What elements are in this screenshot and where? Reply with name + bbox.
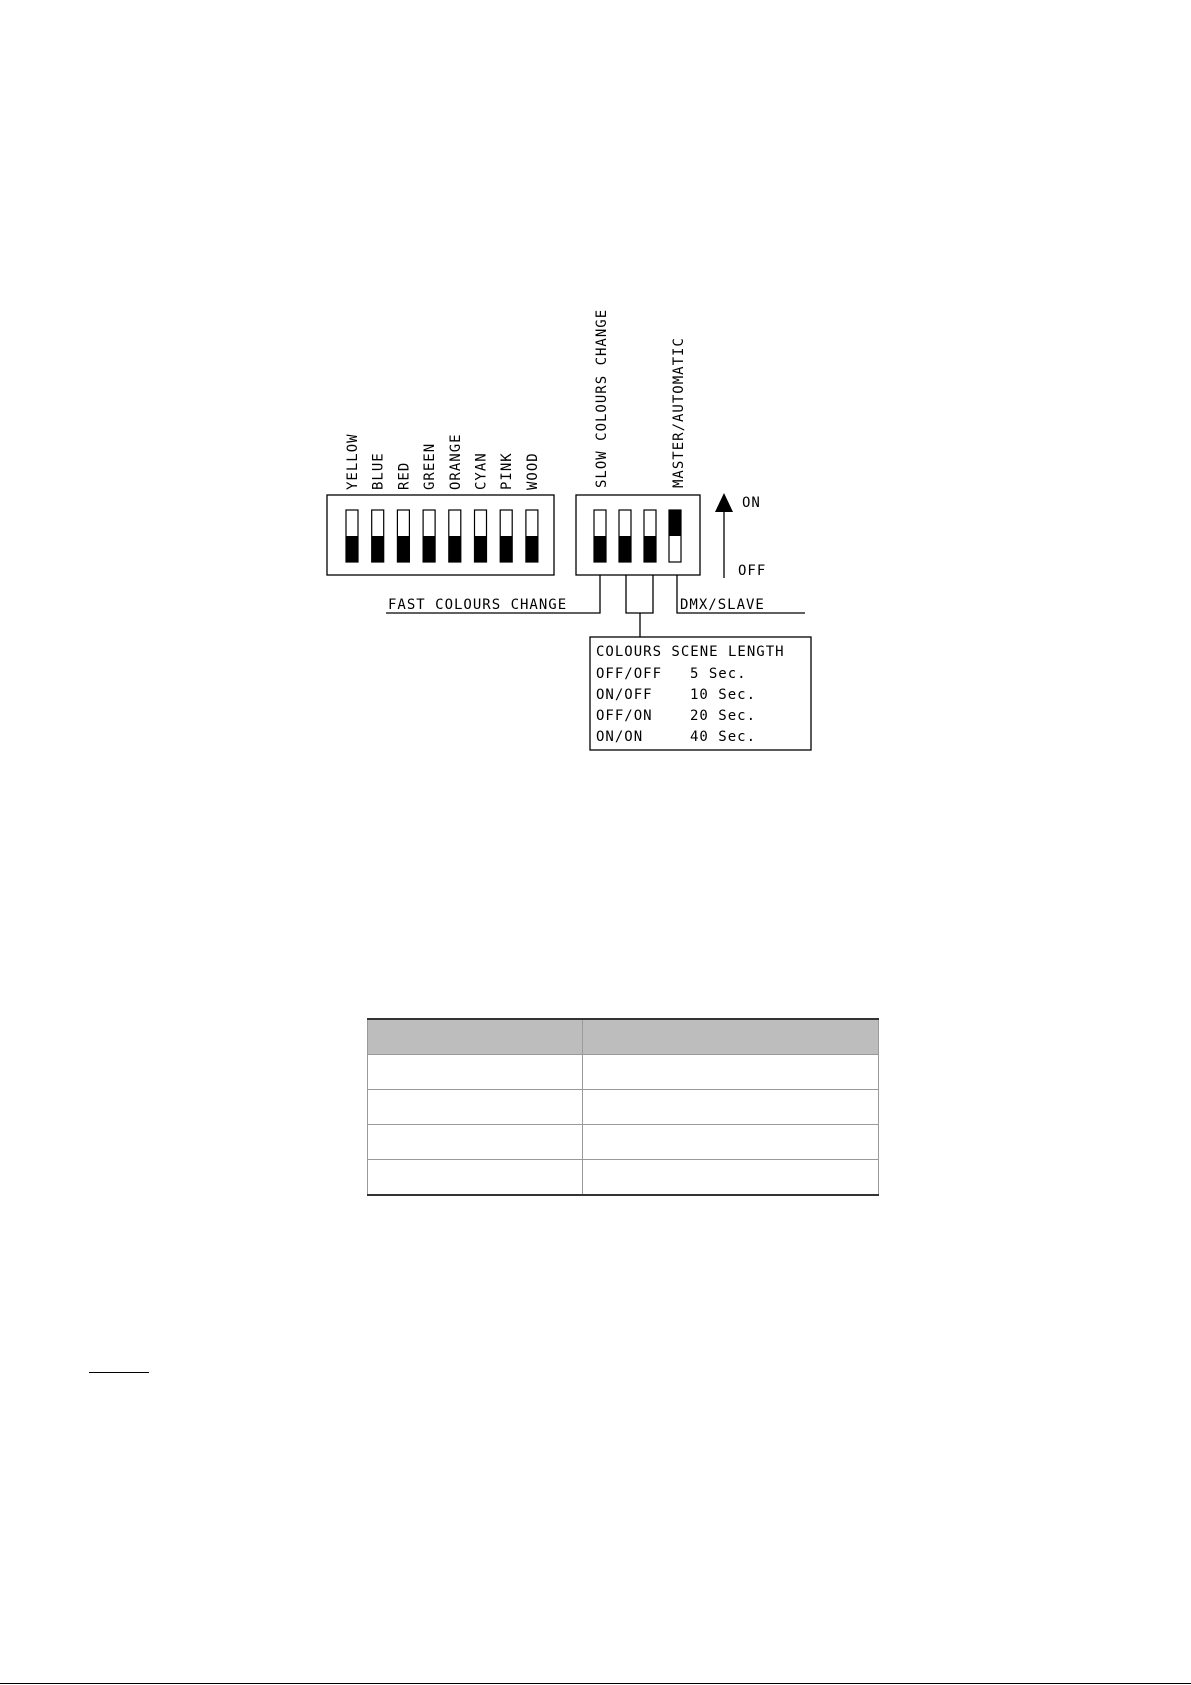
mode-switch-1-lever: [594, 536, 606, 562]
colour-switch-cyan-lever: [475, 536, 487, 562]
table-row: [368, 1090, 879, 1125]
scene-length-rows: [596, 666, 756, 745]
page-bottom-rule: [0, 1683, 1191, 1684]
table-row: [368, 1160, 879, 1196]
colour-switch-orange-lever: [449, 536, 461, 562]
mode-switch-group: [594, 510, 681, 562]
colour-label-pink: PINK: [499, 452, 516, 490]
colour-switch-group: [346, 510, 538, 562]
scene-row-duration: 40 Sec.: [690, 729, 757, 745]
table-header-cell: [583, 1019, 879, 1055]
colour-switch-green-lever: [423, 536, 435, 562]
colour-switch-wood-lever: [526, 536, 538, 562]
colour-switch-block: [327, 495, 554, 575]
table-cell: [583, 1160, 879, 1196]
table-row: [368, 1055, 879, 1090]
on-label: ON: [742, 495, 761, 511]
master-automatic-label: MASTER/AUTOMATIC: [671, 337, 687, 488]
scene-length-bracket: [626, 575, 653, 613]
colour-label-group: [345, 433, 541, 490]
footnote-rule: [89, 1372, 149, 1373]
colour-label-green: GREEN: [422, 442, 439, 490]
table-cell: [368, 1090, 583, 1125]
dip-switch-diagram: [0, 0, 1191, 800]
table-row: [368, 1125, 879, 1160]
fast-colours-change-label: FAST COLOURS CHANGE: [388, 597, 568, 613]
mode-switch-2-lever: [619, 536, 631, 562]
off-label: OFF: [738, 563, 767, 579]
scene-row-duration: 20 Sec.: [690, 708, 757, 724]
table-header-cell: [368, 1019, 583, 1055]
scene-row-duration: 10 Sec.: [690, 687, 757, 703]
colour-switch-red-lever: [397, 536, 409, 562]
scene-row-setting: OFF/ON: [596, 708, 653, 724]
colour-switch-pink-lever: [500, 536, 512, 562]
table-cell: [583, 1090, 879, 1125]
colour-label-orange: ORANGE: [447, 433, 464, 490]
colour-label-cyan: CYAN: [473, 452, 490, 490]
scene-length-title: COLOURS SCENE LENGTH: [596, 644, 785, 660]
colour-label-blue: BLUE: [370, 452, 387, 490]
settings-table: [367, 1018, 879, 1196]
colour-label-yellow: YELLOW: [345, 433, 361, 490]
scene-row-setting: ON/OFF: [596, 687, 653, 703]
scene-row-setting: ON/ON: [596, 729, 644, 745]
mode-switch-3-lever: [644, 536, 656, 562]
on-off-arrow-head-icon: [715, 493, 733, 512]
scene-row-setting: OFF/OFF: [596, 666, 663, 682]
table-cell: [368, 1125, 583, 1160]
slow-colours-change-label: SLOW COLOURS CHANGE: [594, 308, 610, 488]
table-cell: [368, 1160, 583, 1196]
table-cell: [368, 1055, 583, 1090]
colour-switch-blue-lever: [372, 536, 384, 562]
mode-switch-4-lever: [669, 510, 681, 536]
table-cell: [583, 1055, 879, 1090]
colour-label-red: RED: [396, 461, 413, 490]
dmx-slave-label: DMX/SLAVE: [680, 597, 765, 613]
colour-switch-yellow-lever: [346, 536, 358, 562]
table-cell: [583, 1125, 879, 1160]
colour-label-wood: WOOD: [524, 452, 541, 490]
scene-row-duration: 5 Sec.: [690, 666, 747, 682]
table-header-row: [368, 1019, 879, 1055]
